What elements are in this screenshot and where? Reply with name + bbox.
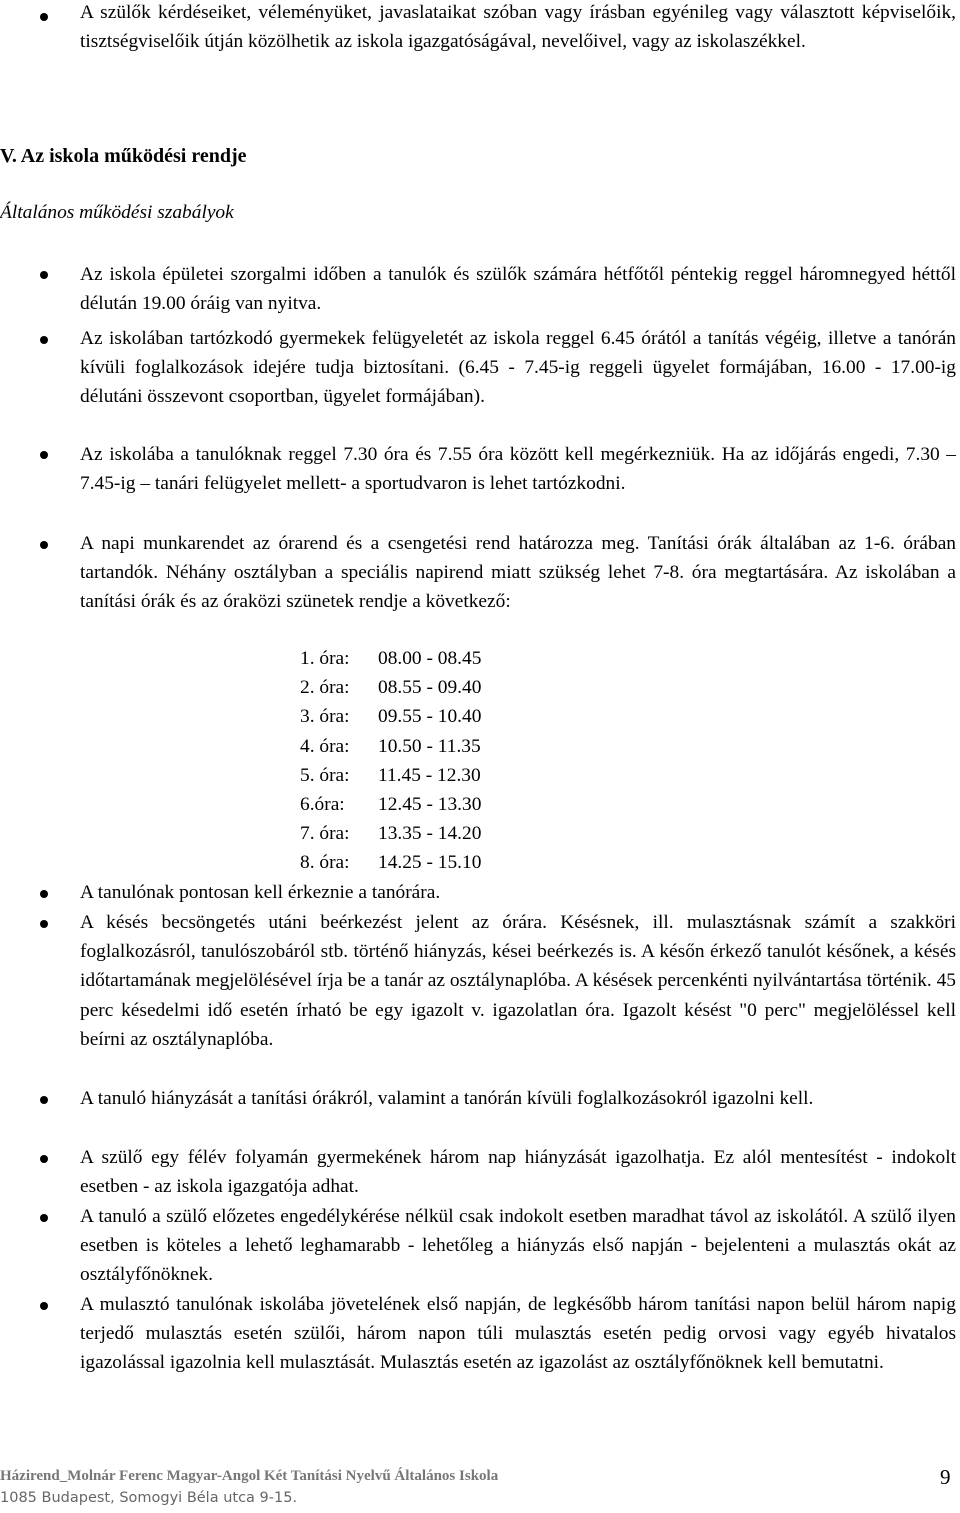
footer-school-name: Házirend_Molnár Ferenc Magyar-Angol Két Tanítási Nyelvű Általános Iskola <box>0 1468 499 1484</box>
section-subtitle: Általános működési szabályok <box>0 202 234 223</box>
period-time: 08.55 - 09.40 <box>378 677 482 699</box>
bullet-rule-2 <box>40 336 48 344</box>
schedule-row <box>300 761 481 790</box>
rule-item-3: Az iskolába a tanulóknak reggel 7.30 óra és 7.55 óra között kell megérkezniük. Ha az időjárás engedi, 7.30 – 7.45-ig – tanári felügyelet mellett- a sportudvaron is lehet tartózkodni. <box>80 444 956 495</box>
period-time: 10.50 - 11.35 <box>378 735 481 757</box>
bullet-rule-4 <box>40 541 48 549</box>
rule-item-2: Az iskolában tartózkodó gyermekek felügyeletét az iskola reggel 6.45 órától a tanítás végéig, illetve a tanórán kívüli foglalkozások idejére tudja biztosítani. (6.45 - 7.45-ig reggeli ügyelet formájában, 16.00 - 17.00-ig délutáni összevont csoportban, ügyelet formájában). <box>80 328 956 408</box>
period-label: 5. óra: <box>300 764 350 786</box>
schedule-row <box>300 790 481 819</box>
period-label: 7. óra: <box>300 823 350 845</box>
footer-address: 1085 Budapest, Somogyi Béla utca 9-15. <box>0 1490 298 1506</box>
page-number: 9 <box>940 1465 951 1489</box>
schedule-row <box>300 644 481 673</box>
rule-item-8: A szülő egy félév folyamán gyermekének három nap hiányzását igazolhatja. Ez alól mentesítést - indokolt esetben - az iskola igazgatója adhat. <box>80 1147 956 1198</box>
period-time: 13.35 - 14.20 <box>378 823 482 845</box>
rule-item-9: A tanuló a szülő előzetes engedélykérése nélkül csak indokolt esetben maradhat távol az iskolától. A szülő ilyen esetben is köteles a lehető leghamarabb - lehetőleg a hiányzás első napján - bejelenteni a mulasztás okát az osztályfőnöknek. <box>80 1206 956 1286</box>
rule-item-5: A tanulónak pontosan kell érkeznie a tanórára. <box>80 882 441 903</box>
schedule-row <box>300 848 481 877</box>
rule-item-7: A tanuló hiányzását a tanítási órákról, valamint a tanórán kívüli foglalkozásokról igazolni kell. <box>80 1088 814 1109</box>
bullet-rule-3 <box>40 451 48 459</box>
schedule-row <box>300 702 481 731</box>
period-label: 2. óra: <box>300 677 350 699</box>
section-title: V. Az iskola működési rendje <box>0 145 247 167</box>
period-label: 8. óra: <box>300 852 350 874</box>
intro-paragraph: A szülők kérdéseiket, véleményüket, javaslataikat szóban vagy írásban egyénileg vagy választott képviselőik, tisztségviselőik útján közölhetik az iskola igazgatóságával, nevelőivel, vagy az iskolaszékkel. <box>80 2 956 53</box>
bullet-rule-10 <box>40 1302 48 1310</box>
rule-item-4: A napi munkarendet az órarend és a csengetési rend határozza meg. Tanítási órák általában az 1-6. órában tartandók. Néhány osztályban a speciális napirend miatt szükség lehet 7-8. óra megtartására. Az iskolában a tanítási órák és az óraközi szünetek rendje a következő: <box>80 533 956 613</box>
bullet-intro <box>40 13 48 21</box>
period-time: 08.00 - 08.45 <box>378 648 482 669</box>
bullet-rule-5 <box>40 890 48 898</box>
schedule-row <box>300 819 481 848</box>
period-time: 11.45 - 12.30 <box>378 764 481 786</box>
period-label: 1. óra: <box>300 648 350 669</box>
bullet-rule-9 <box>40 1214 48 1222</box>
rule-item-1: Az iskola épületei szorgalmi időben a tanulók és szülők számára hétfőtől péntekig reggel háromnegyed héttől délután 19.00 óráig van nyitva. <box>80 264 956 315</box>
period-label: 3. óra: <box>300 706 350 728</box>
bullet-rule-8 <box>40 1155 48 1163</box>
schedule-row <box>300 732 481 761</box>
bullet-rule-6 <box>40 920 48 928</box>
schedule-row <box>300 673 481 702</box>
rule-item-6: A késés becsöngetés utáni beérkezést jelent az órára. Késésnek, ill. mulasztásnak számít a szakköri foglalkozásról, tanulószobáról stb. történő hiányzás, kései beérkezés is. A későn érkező tanulót későnek, a késés időtartamának megjelölésével írja be a tanár az osztálynaplóba. A késések percenkénti nyilvántartása történik. 45 perc késedelmi idő esetén írható be egy igazolt v. igazolatlan óra. Igazolt késést "0 perc" megjelöléssel kell beírni az osztálynaplóba. <box>80 912 957 1050</box>
period-time: 09.55 - 10.40 <box>378 706 482 728</box>
bell-schedule <box>300 644 481 878</box>
bullet-rule-1 <box>40 271 48 279</box>
period-time: 12.45 - 13.30 <box>378 794 482 816</box>
period-label: 4. óra: <box>300 735 350 757</box>
bullet-rule-7 <box>40 1096 48 1104</box>
period-time: 14.25 - 15.10 <box>378 852 482 874</box>
rule-item-10: A mulasztó tanulónak iskolába jövetelének első napján, de legkésőbb három tanítási napon belül három napig terjedő mulasztás esetén szülői, három napon túli mulasztás esetén pedig orvosi vagy egyéb hivatalos igazolással igazolnia kell mulasztását. Mulasztás esetén az igazolást az osztályfőnöknek kell bemutatni. <box>80 1294 956 1374</box>
period-label: 6.óra: <box>300 794 345 816</box>
